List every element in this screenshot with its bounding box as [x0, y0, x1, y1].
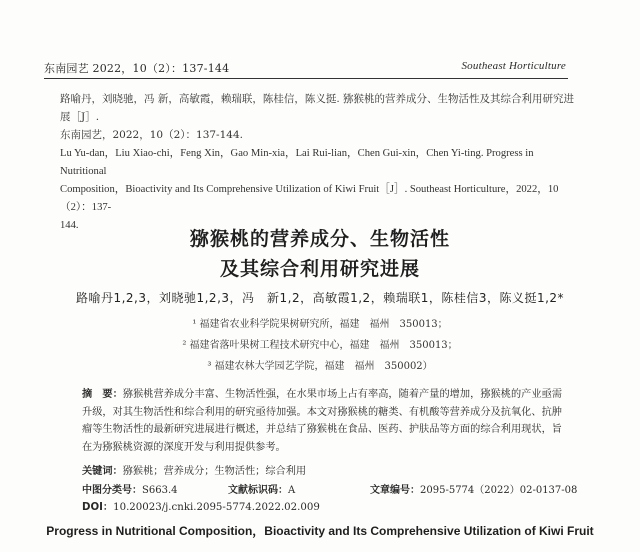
running-head-journal: 东南园艺 2022，10（2）：137-144 [44, 62, 230, 75]
citation-en-line-2: Composition，Bioactivity and Its Comprehensive Utilization of Kiwi Fruit［J］. Southeast Horticulture，2022，10（2）：137- [60, 184, 559, 214]
english-title: Progress in Nutritional Composition，Bioactivity and Its Comprehensive Utilization of Kiwi Fruit [46, 524, 594, 538]
article-number [370, 481, 577, 496]
author-list: 路喻丹1,2,3，刘晓驰1,2,3，冯 新1,2，高敏霞1,2，赖瑞联1，陈桂信3，陈义挺1,2* [75, 291, 565, 305]
document-code-value: A [288, 485, 296, 496]
doi-value[interactable]: 10.20023/j.cnki.2095-5774.2022.02.009 [113, 502, 320, 513]
paper-title [0, 224, 640, 284]
article-number-value: 2095-5774（2022）02-0137-08 [420, 485, 578, 496]
citation-cn-line-2: 东南园艺，2022，10（2）：137-144. [60, 129, 243, 142]
doi [82, 498, 580, 513]
keywords-text: 猕猴桃；营养成分；生物活性；综合利用 [122, 466, 307, 477]
classification-row [82, 481, 580, 495]
citation-block [60, 90, 576, 236]
citation-en-line-3: 144. [60, 220, 79, 232]
running-head-journal-en: Southeast Horticulture [461, 60, 566, 72]
document-code-label: 文献标识码： [228, 485, 288, 496]
affiliations [0, 314, 640, 377]
clc-number [82, 481, 177, 496]
paper-title-line-2: 及其综合利用研究进展 [219, 258, 420, 280]
citation-en-line-1: Lu Yu-dan，Liu Xiao-chi，Feng Xin，Gao Min-xia，Lai Rui-lian，Chen Gui-xin，Chen Yi-ting. Progress in Nutritional [60, 147, 534, 177]
abstract-label: 摘 要： [82, 389, 123, 400]
document-code [228, 481, 295, 496]
clc-value: S663.4 [142, 485, 178, 496]
running-head [44, 60, 566, 76]
affiliation-1: ¹ 福建省农业科学院果树研究所，福建 福州 350013； [192, 319, 448, 330]
citation-cn-line-1: 路喻丹，刘晓驰，冯 新，高敏霞，赖瑞联，陈桂信，陈义挺. 猕猴桃的营养成分、生物活性及其综合利用研究进展［J］. [60, 93, 575, 124]
affiliation-2: ² 福建省落叶果树工程技术研究中心，福建 福州 350013； [182, 340, 458, 351]
abstract-text: 猕猴桃营养成分丰富、生物活性强，在水果市场上占有率高，随着产量的增加，猕猴桃的产业亟需升级，对其生物活性和综合利用的研究亟待加强。本文对猕猴桃的糖类、有机酸等营养成分及抗氧化、抗肿瘤等生物活性的最新研究进展进行概述，并总结了猕猴桃在食品、医药、护肤品等方面的综合利用现状，旨在为猕猴桃资源的深度开发与利用提供参考。 [82, 389, 563, 453]
header-rule [44, 78, 568, 79]
affiliation-3: ³ 福建农林大学园艺学院，福建 福州 350002） [207, 361, 433, 372]
keywords [82, 462, 580, 477]
keywords-label: 关键词： [82, 466, 123, 477]
paper-title-line-1: 猕猴桃的营养成分、生物活性 [189, 228, 450, 250]
abstract [82, 386, 562, 456]
doi-label: DOI： [82, 502, 114, 513]
article-number-label: 文章编号： [370, 485, 420, 496]
clc-label: 中图分类号： [82, 485, 142, 496]
